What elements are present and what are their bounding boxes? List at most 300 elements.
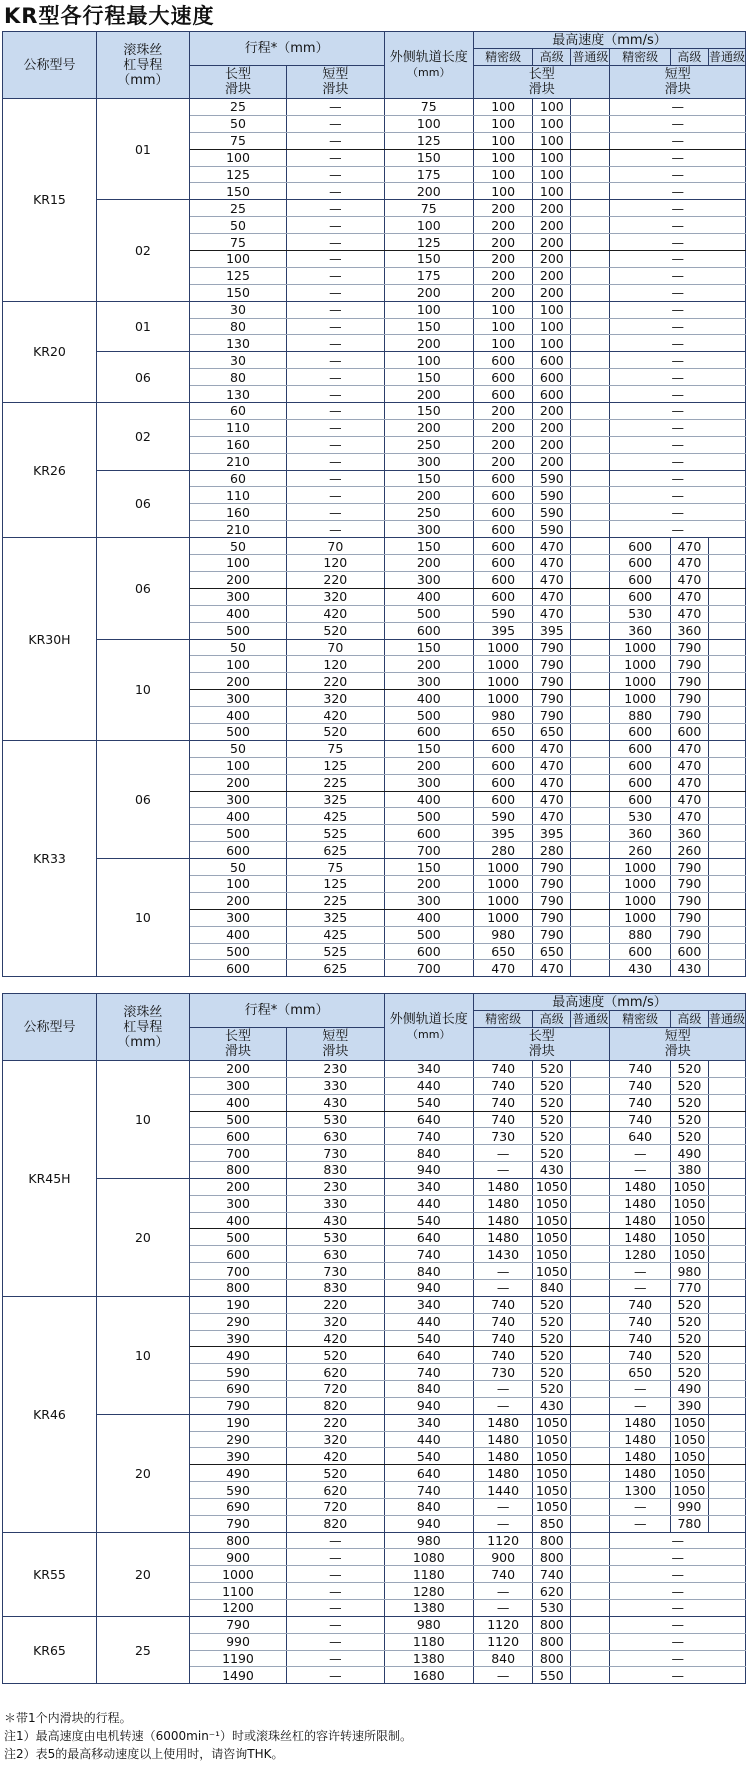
stroke-short-cell: — (287, 217, 384, 234)
speed-normal-short-cell (708, 774, 745, 791)
speed-high-short-cell: 470 (670, 588, 708, 605)
speed-precision-long-cell: 1480 (474, 1448, 533, 1465)
table-row (3, 1616, 746, 1633)
stroke-short-cell: 420 (287, 707, 384, 724)
speed-high-short-cell: 360 (670, 825, 708, 842)
speed-normal-long-cell (571, 504, 610, 521)
rail-length-cell: 250 (384, 436, 474, 453)
footnote-2: 注2）表5的最高移动速度以上使用时，请咨询THK。 (4, 1747, 284, 1761)
speed-precision-long-cell: — (474, 1263, 533, 1280)
header-precision-long-text: 精密级 (485, 49, 522, 64)
stroke-long-cell: 130 (189, 386, 286, 403)
rail-length-cell: 940 (384, 1397, 474, 1414)
stroke-long-cell: 490 (189, 1465, 286, 1482)
speed-precision-short-cell: 600 (610, 791, 670, 808)
speed-precision-long-cell: 1480 (474, 1465, 533, 1482)
speed-precision-short-cell: 360 (610, 825, 670, 842)
speed-normal-long-cell (571, 1162, 610, 1179)
speed-normal-long-cell (571, 1195, 610, 1212)
speed-high-short-cell: 1050 (670, 1212, 708, 1229)
speed-precision-short-cell: 740 (610, 1330, 670, 1347)
speed-high-long-cell: 280 (533, 842, 571, 859)
speed-normal-short-cell (708, 555, 745, 572)
speed-short-block-cell: — (610, 318, 746, 335)
rail-length-cell: 100 (384, 115, 474, 132)
rail-length-cell: 200 (384, 335, 474, 352)
speed-high-long-cell: 790 (533, 639, 571, 656)
speed-high-long-cell: 200 (533, 251, 571, 268)
stroke-short-cell: 530 (287, 1229, 384, 1246)
speed-high-short-cell: 1050 (670, 1178, 708, 1195)
stroke-long-cell: 75 (189, 132, 286, 149)
speed-short-block-cell: — (610, 149, 746, 166)
speed-precision-long-cell: 200 (474, 267, 533, 284)
speed-precision-short-cell: 1480 (610, 1414, 670, 1431)
stroke-long-cell: 800 (189, 1279, 286, 1296)
speed-high-short-cell: 790 (670, 926, 708, 943)
stroke-long-cell: 160 (189, 504, 286, 521)
speed-short-block-cell: — (610, 470, 746, 487)
rail-length-cell: 300 (384, 892, 474, 909)
speed-high-long-cell: 470 (533, 588, 571, 605)
speed-high-short-cell: 1050 (670, 1448, 708, 1465)
speed-table-2 (2, 993, 746, 1684)
stroke-long-cell: 80 (189, 369, 286, 386)
speed-high-long-cell: 470 (533, 808, 571, 825)
speed-normal-short-cell (708, 1465, 745, 1482)
speed-normal-long-cell (571, 149, 610, 166)
speed-normal-short-cell (708, 1263, 745, 1280)
header-stroke-text: 行程*（mm） (244, 41, 329, 56)
header-precision-long (474, 1011, 533, 1028)
speed-high-short-cell: 470 (670, 605, 708, 622)
stroke-long-cell: 400 (189, 808, 286, 825)
model-cell: KR30H (3, 538, 97, 741)
speed-high-short-cell: 790 (670, 707, 708, 724)
speed-normal-long-cell (571, 1566, 610, 1583)
speed-precision-long-cell: 600 (474, 757, 533, 774)
model-cell: KR20 (3, 301, 97, 402)
table-row (3, 200, 746, 217)
speed-high-short-cell: 790 (670, 892, 708, 909)
speed-high-short-cell: 1050 (670, 1414, 708, 1431)
table-row (3, 1061, 746, 1078)
header-normal-short-text: 普通级 (708, 49, 745, 64)
speed-normal-short-cell (708, 1212, 745, 1229)
stroke-long-cell: 300 (189, 1195, 286, 1212)
speed-high-short-cell: 1050 (670, 1431, 708, 1448)
stroke-short-cell: 520 (287, 1347, 384, 1364)
stroke-long-cell: 50 (189, 538, 286, 555)
rail-length-cell: 200 (384, 419, 474, 436)
rail-length-cell: 150 (384, 369, 474, 386)
stroke-long-cell: 500 (189, 943, 286, 960)
speed-precision-long-cell: 200 (474, 200, 533, 217)
header-lead (96, 994, 189, 1061)
speed-high-long-cell: 200 (533, 436, 571, 453)
stroke-short-cell: 520 (287, 1465, 384, 1482)
speed-precision-long-cell: 100 (474, 149, 533, 166)
rail-length-cell: 400 (384, 909, 474, 926)
stroke-short-cell: — (287, 1600, 384, 1617)
header-long-block-text: 长型滑块 (224, 67, 251, 97)
stroke-long-cell: 1190 (189, 1650, 286, 1667)
stroke-long-cell: 500 (189, 622, 286, 639)
model-cell: KR45H (3, 1061, 97, 1297)
speed-table-1 (2, 31, 746, 977)
speed-normal-long-cell (571, 538, 610, 555)
speed-high-short-cell: 790 (670, 690, 708, 707)
speed-precision-long-cell: — (474, 1600, 533, 1617)
header-precision-short (610, 49, 670, 66)
speed-normal-short-cell (708, 1279, 745, 1296)
speed-high-long-cell: 800 (533, 1549, 571, 1566)
stroke-short-cell: 730 (287, 1145, 384, 1162)
lead-cell: 06 (96, 538, 189, 639)
speed-normal-short-cell (708, 842, 745, 859)
speed-precision-long-cell: 600 (474, 555, 533, 572)
stroke-short-cell: 230 (287, 1061, 384, 1078)
header-rail-label: 外侧轨道长度 (389, 50, 468, 65)
speed-precision-short-cell: 600 (610, 740, 670, 757)
header-lead-label: 滚珠丝杠导程 (123, 1004, 163, 1035)
rail-length-cell: 740 (384, 1364, 474, 1381)
speed-normal-long-cell (571, 1061, 610, 1078)
rail-length-cell: 1280 (384, 1583, 474, 1600)
rail-length-cell: 175 (384, 267, 474, 284)
stroke-long-cell: 100 (189, 555, 286, 572)
speed-normal-short-cell (708, 909, 745, 926)
rail-length-cell: 300 (384, 521, 474, 538)
speed-high-long-cell: 1050 (533, 1212, 571, 1229)
speed-normal-short-cell (708, 1515, 745, 1532)
speed-normal-long-cell (571, 1296, 610, 1313)
footnote-1: 注1）最高速度由电机转速（6000min⁻¹）时或滚珠丝杠的容许转速所限制。 (4, 1729, 412, 1743)
speed-normal-long-cell (571, 284, 610, 301)
speed-precision-long-cell: 840 (474, 1650, 533, 1667)
header-precision-short (610, 1011, 670, 1028)
speed-precision-long-cell: 395 (474, 622, 533, 639)
speed-normal-short-cell (708, 707, 745, 724)
speed-short-block-cell: — (610, 521, 746, 538)
rail-length-cell: 200 (384, 656, 474, 673)
stroke-long-cell: 60 (189, 470, 286, 487)
lead-cell: 02 (96, 200, 189, 301)
speed-high-long-cell: 1050 (533, 1246, 571, 1263)
speed-precision-short-cell: 530 (610, 605, 670, 622)
speed-high-long-cell: 470 (533, 740, 571, 757)
stroke-long-cell: 100 (189, 757, 286, 774)
stroke-long-cell: 25 (189, 200, 286, 217)
speed-normal-short-cell (708, 571, 745, 588)
speed-high-long-cell: 100 (533, 183, 571, 200)
speed-normal-short-cell (708, 1077, 745, 1094)
stroke-long-cell: 590 (189, 1364, 286, 1381)
speed-precision-long-cell: 200 (474, 403, 533, 420)
header-long-group-text: 长型滑块 (528, 67, 555, 97)
speed-precision-long-cell: 1120 (474, 1633, 533, 1650)
lead-cell: 02 (96, 403, 189, 471)
speed-short-block-cell: — (610, 1667, 746, 1684)
speed-normal-short-cell (708, 656, 745, 673)
stroke-long-cell: 400 (189, 605, 286, 622)
stroke-short-cell: 720 (287, 1381, 384, 1398)
speed-precision-short-cell: 1300 (610, 1482, 670, 1499)
footnote-stroke: ＊带1个内滑块的行程。 (4, 1711, 132, 1725)
speed-short-block-cell: — (610, 267, 746, 284)
speed-normal-long-cell (571, 521, 610, 538)
speed-precision-short-cell: 1480 (610, 1448, 670, 1465)
speed-precision-short-cell: 1480 (610, 1212, 670, 1229)
header-high-long-text: 高级 (539, 1011, 564, 1026)
speed-normal-long-cell (571, 183, 610, 200)
speed-short-block-cell: — (610, 217, 746, 234)
speed-normal-short-cell (708, 1229, 745, 1246)
speed-normal-long-cell (571, 690, 610, 707)
rail-length-cell: 740 (384, 1128, 474, 1145)
header-long-group-text: 长型滑块 (528, 1029, 555, 1059)
stroke-long-cell: 700 (189, 1263, 286, 1280)
stroke-long-cell: 125 (189, 267, 286, 284)
speed-high-long-cell: 600 (533, 386, 571, 403)
speed-short-block-cell: — (610, 419, 746, 436)
stroke-short-cell: 720 (287, 1498, 384, 1515)
speed-high-short-cell: 470 (670, 555, 708, 572)
speed-normal-short-cell (708, 605, 745, 622)
stroke-short-cell: 520 (287, 723, 384, 740)
speed-high-short-cell: 470 (670, 757, 708, 774)
speed-precision-long-cell: — (474, 1279, 533, 1296)
lead-cell: 10 (96, 639, 189, 740)
speed-high-long-cell: 100 (533, 301, 571, 318)
speed-short-block-cell: — (610, 99, 746, 116)
rail-length-cell: 340 (384, 1061, 474, 1078)
speed-high-long-cell: 520 (533, 1094, 571, 1111)
speed-normal-long-cell (571, 1279, 610, 1296)
speed-precision-long-cell: 600 (474, 369, 533, 386)
stroke-long-cell: 400 (189, 1212, 286, 1229)
speed-high-long-cell: 200 (533, 200, 571, 217)
rail-length-cell: 150 (384, 470, 474, 487)
speed-normal-long-cell (571, 842, 610, 859)
stroke-long-cell: 500 (189, 723, 286, 740)
speed-short-block-cell: — (610, 403, 746, 420)
speed-precision-short-cell: 600 (610, 571, 670, 588)
stroke-long-cell: 300 (189, 909, 286, 926)
stroke-short-cell: 630 (287, 1128, 384, 1145)
speed-normal-long-cell (571, 1532, 610, 1549)
header-high-short-text: 高级 (677, 1011, 702, 1026)
rail-length-cell: 75 (384, 99, 474, 116)
speed-precision-short-cell: 1480 (610, 1178, 670, 1195)
rail-length-cell: 300 (384, 774, 474, 791)
stroke-short-cell: — (287, 99, 384, 116)
stroke-short-cell: 125 (287, 875, 384, 892)
speed-high-long-cell: 740 (533, 1566, 571, 1583)
header-model-text: 公称型号 (23, 57, 76, 73)
speed-high-long-cell: 520 (533, 1364, 571, 1381)
speed-high-long-cell: 800 (533, 1532, 571, 1549)
lead-cell: 20 (96, 1414, 189, 1532)
stroke-short-cell: 220 (287, 1414, 384, 1431)
speed-normal-long-cell (571, 622, 610, 639)
stroke-short-cell: — (287, 352, 384, 369)
speed-normal-short-cell (708, 588, 745, 605)
speed-high-long-cell: 1050 (533, 1263, 571, 1280)
speed-normal-long-cell (571, 470, 610, 487)
stroke-long-cell: 150 (189, 183, 286, 200)
rail-length-cell: 740 (384, 1246, 474, 1263)
table-row (3, 352, 746, 369)
table-row (3, 403, 746, 420)
speed-precision-short-cell: 740 (610, 1296, 670, 1313)
rail-length-cell: 1180 (384, 1566, 474, 1583)
speed-high-long-cell: 790 (533, 909, 571, 926)
speed-high-short-cell: 470 (670, 740, 708, 757)
header-precision-short-text: 精密级 (622, 1011, 659, 1026)
model-cell: KR55 (3, 1532, 97, 1616)
stroke-short-cell: 75 (287, 740, 384, 757)
speed-high-long-cell: 100 (533, 335, 571, 352)
speed-precision-long-cell: 600 (474, 740, 533, 757)
speed-precision-short-cell: 530 (610, 808, 670, 825)
speed-precision-long-cell: 100 (474, 132, 533, 149)
stroke-long-cell: 690 (189, 1381, 286, 1398)
stroke-short-cell: 625 (287, 842, 384, 859)
table-2-header (3, 994, 746, 1061)
speed-normal-short-cell (708, 1145, 745, 1162)
speed-high-short-cell: 1050 (670, 1229, 708, 1246)
speed-normal-long-cell (571, 757, 610, 774)
speed-normal-long-cell (571, 1246, 610, 1263)
stroke-short-cell: — (287, 521, 384, 538)
header-normal-long (571, 1011, 610, 1028)
speed-high-short-cell: 520 (670, 1094, 708, 1111)
speed-normal-long-cell (571, 1128, 610, 1145)
speed-high-long-cell: 520 (533, 1145, 571, 1162)
stroke-short-cell: 420 (287, 1448, 384, 1465)
table-row (3, 859, 746, 876)
speed-high-short-cell: 360 (670, 622, 708, 639)
stroke-short-cell: 70 (287, 538, 384, 555)
header-stroke-text: 行程*（mm） (244, 1003, 329, 1018)
stroke-short-cell: 420 (287, 1330, 384, 1347)
speed-high-long-cell: 590 (533, 470, 571, 487)
speed-normal-long-cell (571, 1549, 610, 1566)
header-normal-long (571, 49, 610, 66)
stroke-long-cell: 600 (189, 842, 286, 859)
speed-normal-long-cell (571, 639, 610, 656)
speed-precision-short-cell: — (610, 1145, 670, 1162)
speed-precision-long-cell: 200 (474, 217, 533, 234)
stroke-long-cell: 75 (189, 234, 286, 251)
speed-short-block-cell: — (610, 352, 746, 369)
stroke-long-cell: 100 (189, 656, 286, 673)
speed-precision-long-cell: 200 (474, 234, 533, 251)
speed-normal-long-cell (571, 115, 610, 132)
speed-normal-long-cell (571, 1381, 610, 1398)
speed-high-long-cell: 520 (533, 1128, 571, 1145)
speed-short-block-cell: — (610, 1549, 746, 1566)
stroke-long-cell: 600 (189, 1246, 286, 1263)
speed-normal-short-cell (708, 1498, 745, 1515)
speed-high-long-cell: 100 (533, 132, 571, 149)
header-stroke (189, 994, 384, 1028)
speed-high-long-cell: 590 (533, 504, 571, 521)
lead-cell: 20 (96, 1532, 189, 1616)
speed-normal-short-cell (708, 1061, 745, 1078)
speed-short-block-cell: — (610, 1633, 746, 1650)
stroke-long-cell: 50 (189, 639, 286, 656)
speed-precision-short-cell: 1480 (610, 1465, 670, 1482)
speed-high-long-cell: 470 (533, 605, 571, 622)
rail-length-cell: 150 (384, 538, 474, 555)
speed-normal-short-cell (708, 690, 745, 707)
speed-high-long-cell: 520 (533, 1061, 571, 1078)
model-cell: KR15 (3, 99, 97, 302)
speed-high-short-cell: 1050 (670, 1465, 708, 1482)
speed-normal-short-cell (708, 622, 745, 639)
stroke-long-cell: 200 (189, 673, 286, 690)
stroke-short-cell: — (287, 200, 384, 217)
speed-short-block-cell: — (610, 1532, 746, 1549)
stroke-long-cell: 300 (189, 791, 286, 808)
stroke-long-cell: 600 (189, 960, 286, 977)
speed-high-short-cell: 520 (670, 1330, 708, 1347)
rail-length-cell: 100 (384, 301, 474, 318)
rail-length-cell: 125 (384, 234, 474, 251)
rail-length-cell: 440 (384, 1195, 474, 1212)
speed-normal-long-cell (571, 234, 610, 251)
speed-high-long-cell: 200 (533, 419, 571, 436)
speed-precision-long-cell: 280 (474, 842, 533, 859)
speed-high-long-cell: 790 (533, 673, 571, 690)
speed-precision-long-cell: — (474, 1381, 533, 1398)
speed-precision-long-cell: 740 (474, 1094, 533, 1111)
speed-normal-short-cell (708, 673, 745, 690)
speed-precision-long-cell: 200 (474, 419, 533, 436)
speed-high-long-cell: 650 (533, 723, 571, 740)
rail-length-cell: 340 (384, 1296, 474, 1313)
speed-high-short-cell: 990 (670, 1498, 708, 1515)
speed-normal-long-cell (571, 1431, 610, 1448)
speed-precision-short-cell: — (610, 1263, 670, 1280)
speed-precision-long-cell: 1000 (474, 909, 533, 926)
speed-normal-long-cell (571, 99, 610, 116)
header-high-short (670, 1011, 708, 1028)
stroke-long-cell: 200 (189, 774, 286, 791)
table-1-header (3, 32, 746, 99)
stroke-short-cell: — (287, 284, 384, 301)
header-normal-long-text: 普通级 (572, 49, 609, 64)
speed-normal-long-cell (571, 132, 610, 149)
table-row (3, 301, 746, 318)
speed-high-long-cell: 1050 (533, 1431, 571, 1448)
header-rail-unit: （mm） (407, 1028, 451, 1041)
stroke-long-cell: 400 (189, 926, 286, 943)
speed-high-long-cell: 200 (533, 284, 571, 301)
stroke-long-cell: 500 (189, 1111, 286, 1128)
speed-normal-long-cell (571, 1077, 610, 1094)
speed-normal-short-cell (708, 1482, 745, 1499)
speed-precision-short-cell: — (610, 1515, 670, 1532)
stroke-short-cell: — (287, 267, 384, 284)
speed-precision-short-cell: 740 (610, 1077, 670, 1094)
speed-high-long-cell: 520 (533, 1330, 571, 1347)
rail-length-cell: 125 (384, 132, 474, 149)
header-long-group (474, 1028, 610, 1061)
rail-length-cell: 200 (384, 555, 474, 572)
